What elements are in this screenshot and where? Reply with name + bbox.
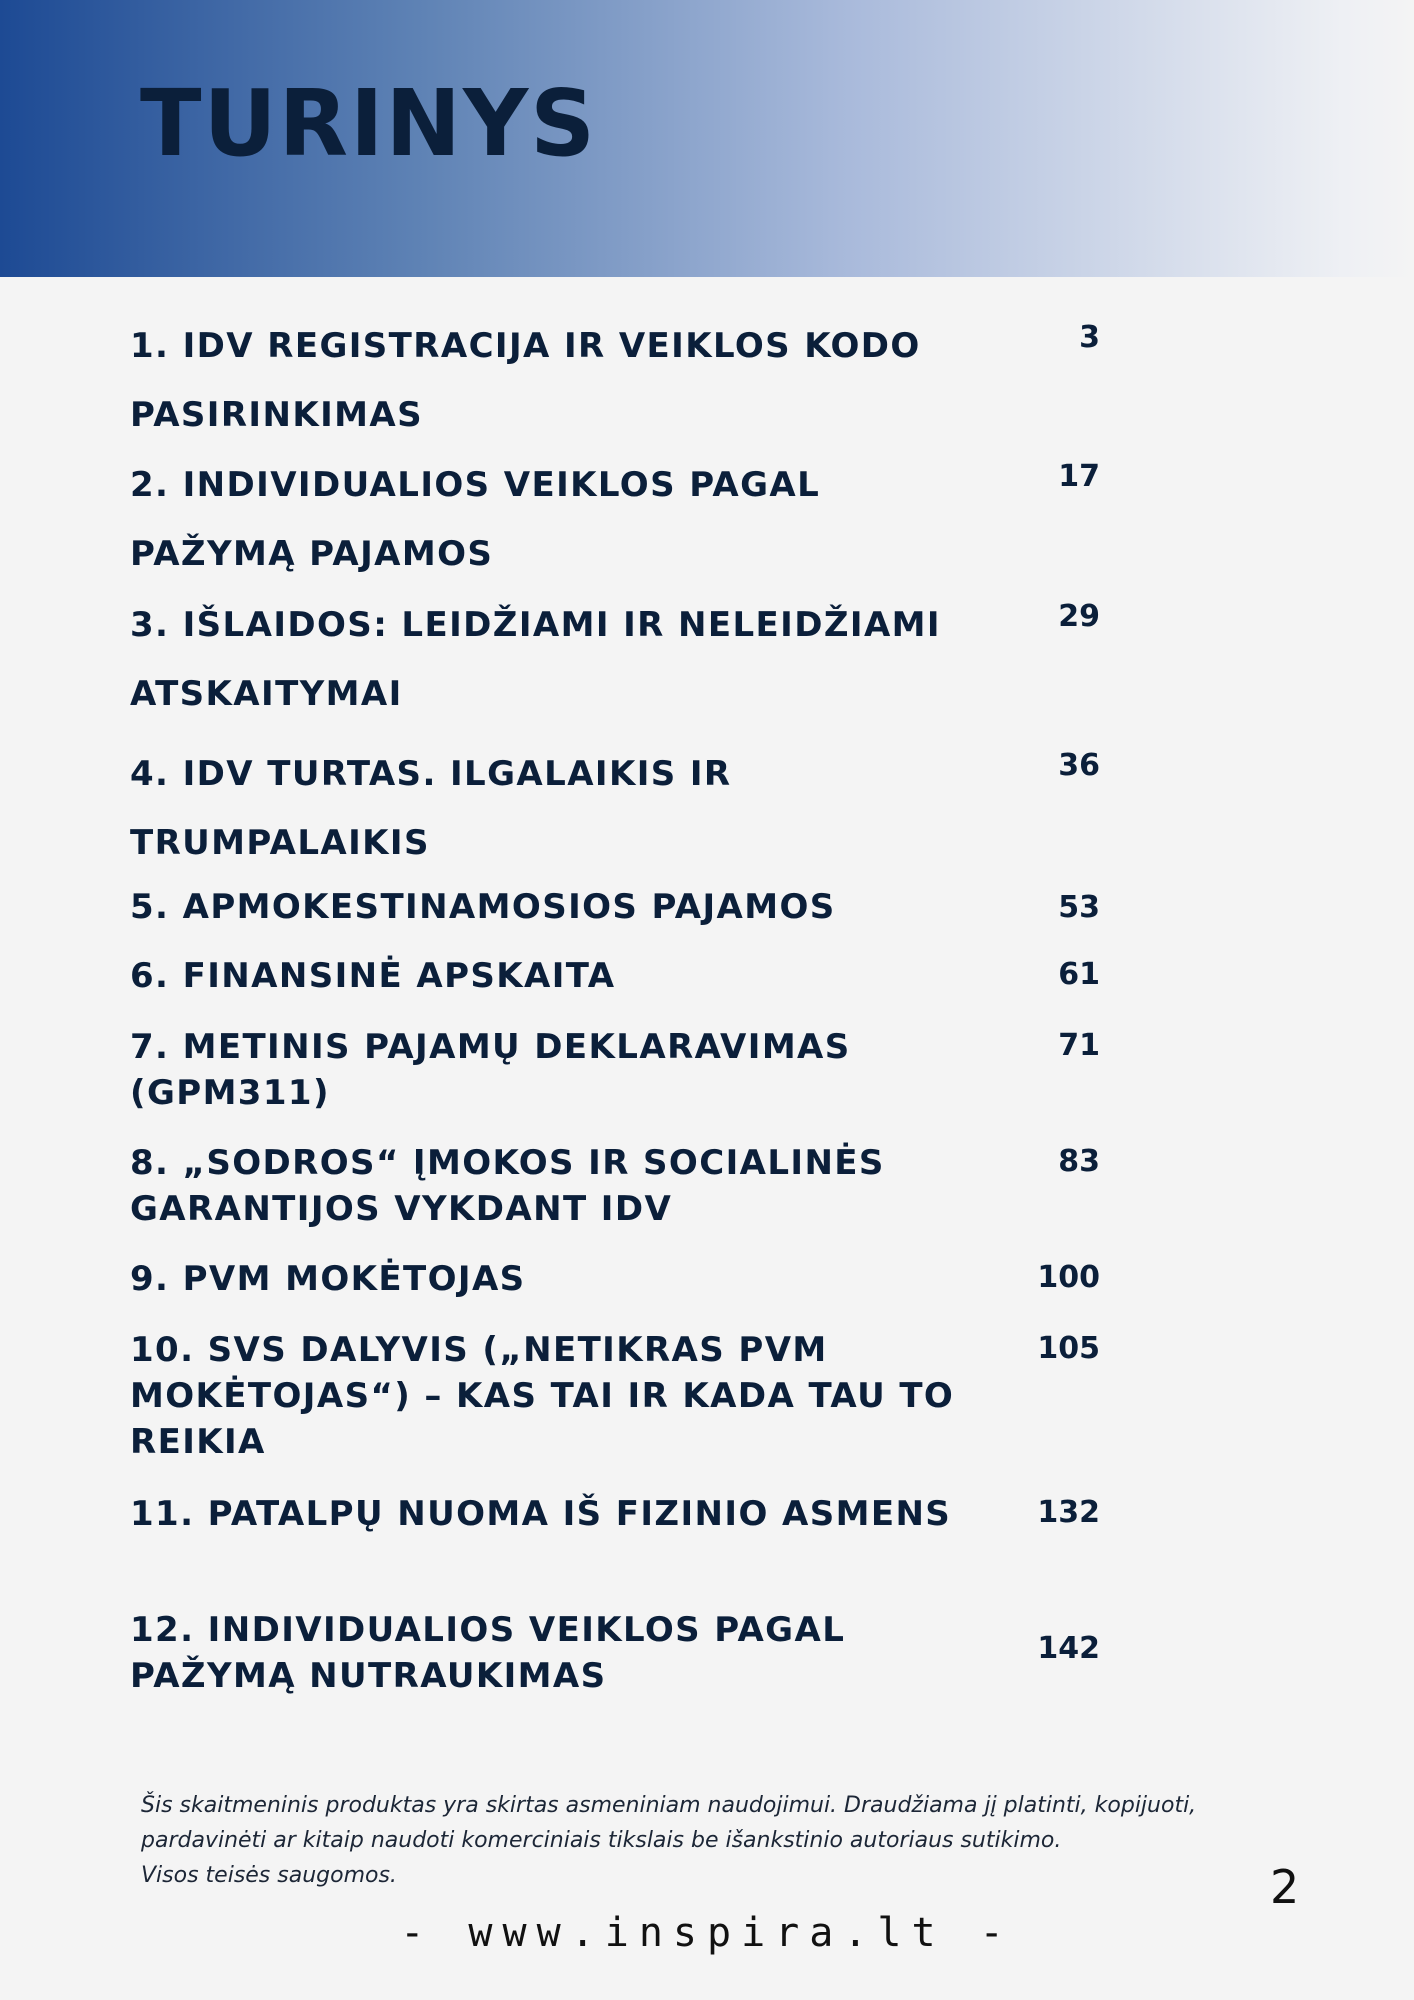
toc-entry-title: 5. APMOKESTINAMOSIOS PAJAMOS	[130, 887, 836, 927]
toc-entry-title: 4. IDV TURTAS. ILGALAIKIS IR TRUMPALAIKIS	[130, 754, 732, 863]
toc-entry-title: 12. INDIVIDUALIOS VEIKLOS PAGAL PAŽYMĄ NUTRAUKIMAS	[130, 1610, 846, 1696]
copyright-line: Šis skaitmeninis produktas yra skirtas asmeniniam naudojimui. Draudžiama jį platinti, kopijuoti,	[141, 1793, 1197, 1818]
toc-entry-title: 1. IDV REGISTRACIJA IR VEIKLOS KODO PASIRINKIMAS	[130, 326, 921, 435]
toc-entry-page: 17	[1058, 459, 1100, 494]
copyright-line: Visos teisės saugomos.	[141, 1863, 397, 1888]
toc-entry-page: 100	[1037, 1260, 1100, 1295]
copyright-notice	[141, 1788, 1261, 1893]
toc-entry-page: 83	[1058, 1144, 1100, 1179]
toc-entry-page: 53	[1058, 890, 1100, 925]
website-link[interactable]: - www.inspira.lt -	[400, 1910, 1014, 1956]
toc-entry-page: 29	[1058, 599, 1100, 634]
page-number: 2	[1270, 1860, 1300, 1914]
toc-entry-page: 142	[1037, 1631, 1100, 1666]
page-title: TURINYS	[140, 70, 598, 177]
toc-entry-page: 61	[1058, 957, 1100, 992]
toc-entry-title: 9. PVM MOKĖTOJAS	[130, 1259, 526, 1299]
toc-entry-page: 3	[1079, 320, 1100, 355]
toc-entry-title: 10. SVS DALYVIS („NETIKRAS PVM MOKĖTOJAS“) – KAS TAI IR KADA TAU TO REIKIA	[130, 1330, 955, 1462]
toc-entry-page: 36	[1058, 748, 1100, 783]
toc-entry-title: 3. IŠLAIDOS: LEIDŽIAMI IR NELEIDŽIAMI ATSKAITYMAI	[130, 605, 941, 714]
toc-entry-title: 6. FINANSINĖ APSKAITA	[130, 956, 616, 996]
toc-entry-page: 71	[1058, 1028, 1100, 1063]
toc-entry-title: 8. „SODROS“ ĮMOKOS IR SOCIALINĖS GARANTIJOS VYKDANT IDV	[130, 1143, 885, 1229]
toc-entry-title: 2. INDIVIDUALIOS VEIKLOS PAGAL PAŽYMĄ PAJAMOS	[130, 465, 821, 574]
toc-entry-page: 132	[1037, 1495, 1100, 1530]
header-banner	[0, 0, 1414, 277]
copyright-line: pardavinėti ar kitaip naudoti komerciniais tikslais be išankstinio autoriaus sutikimo.	[141, 1828, 1062, 1853]
toc-entry-title: 11. PATALPŲ NUOMA IŠ FIZINIO ASMENS	[130, 1494, 952, 1534]
toc-entry-title: 7. METINIS PAJAMŲ DEKLARAVIMAS (GPM311)	[130, 1027, 851, 1113]
toc-entry-page: 105	[1037, 1331, 1100, 1366]
